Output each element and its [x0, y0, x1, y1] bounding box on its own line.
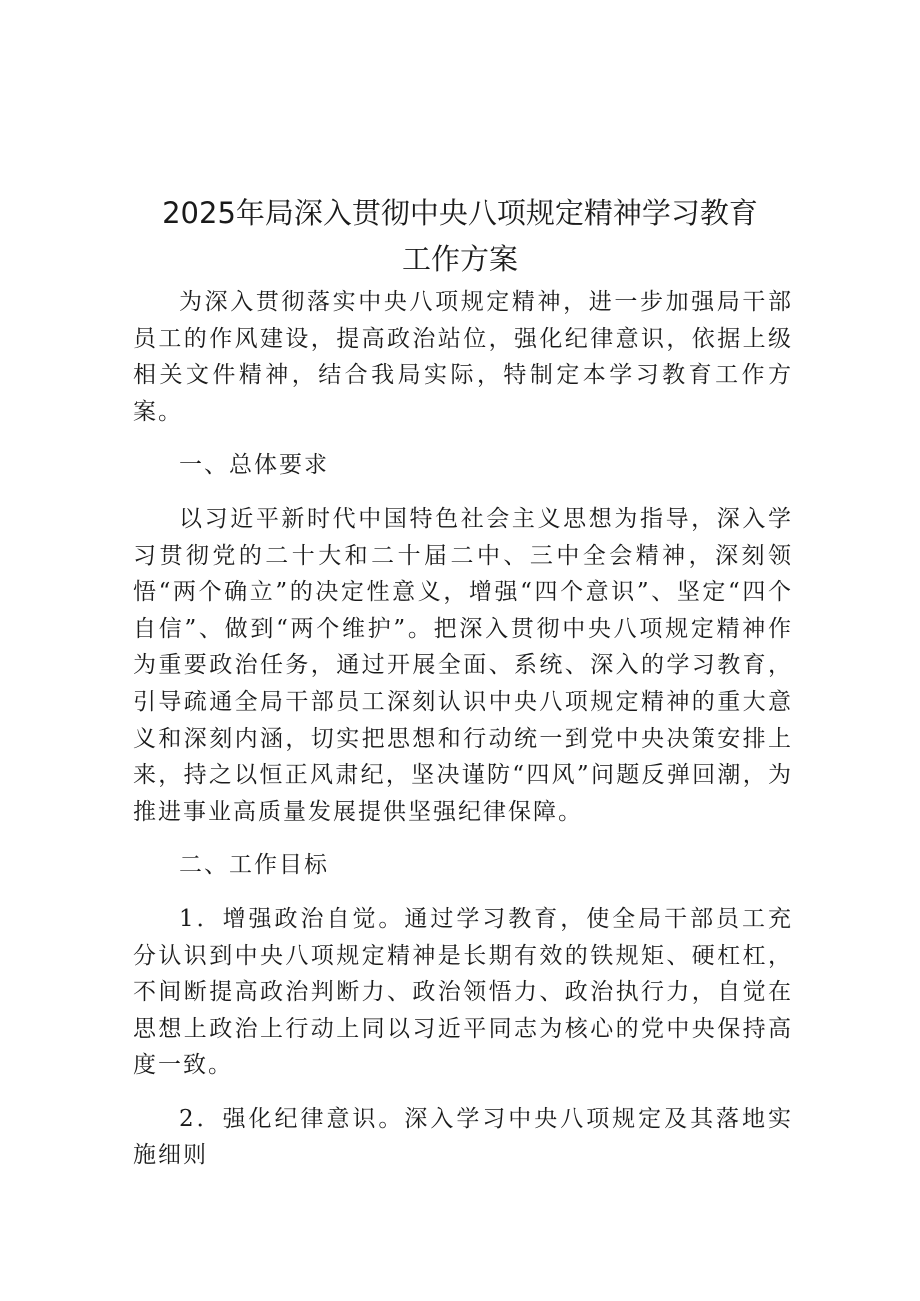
section-heading-work-goals: 二、工作目标	[179, 852, 329, 879]
document-body	[133, 284, 793, 1174]
goal-item-2: 2．强化纪律意识。深入学习中央八项规定及其落地实施细则	[133, 1105, 793, 1169]
section-heading-overall-requirements: 一、总体要求	[179, 452, 329, 479]
section1-paragraph: 以习近平新时代中国特色社会主义思想为指导，深入学习贯彻党的二十大和二十届二中、三中全会精神，深刻领悟“两个确立”的决定性意义，增强“四个意识”、坚定“四个自信”、做到“两个维护”。把深入贯彻中央八项规定精神作为重要政治任务，通过开展全面、系统、深入的学习教育，引导疏通全局干部员工深刻认识中央八项规定精神的重大意义和深刻内涵，切实把思想和行动统一到党中央决策安排上来，持之以恒正风肃纪，坚决谨防“四风”问题反弹回潮，为推进事业高质量发展提供坚强纪律保障。	[133, 505, 793, 825]
title-line-2: 工作方案	[401, 242, 518, 276]
goal-item-1: 1．增强政治自觉。通过学习教育，使全局干部员工充分认识到中央八项规定精神是长期有效的铁规矩、硬杠杠，不间断提高政治判断力、政治领悟力、政治执行力，自觉在思想上政治上行动上同以习近平同志为核心的党中央保持高度一致。	[133, 905, 793, 1079]
intro-paragraph: 为深入贯彻落实中央八项规定精神，进一步加强局干部员工的作风建设，提高政治站位，强化纪律意识，依据上级相关文件精神，结合我局实际，特制定本学习教育工作方案。	[133, 289, 793, 425]
title-line-1: 2025年局深入贯彻中央八项规定精神学习教育	[162, 196, 758, 230]
document-title	[120, 190, 800, 282]
